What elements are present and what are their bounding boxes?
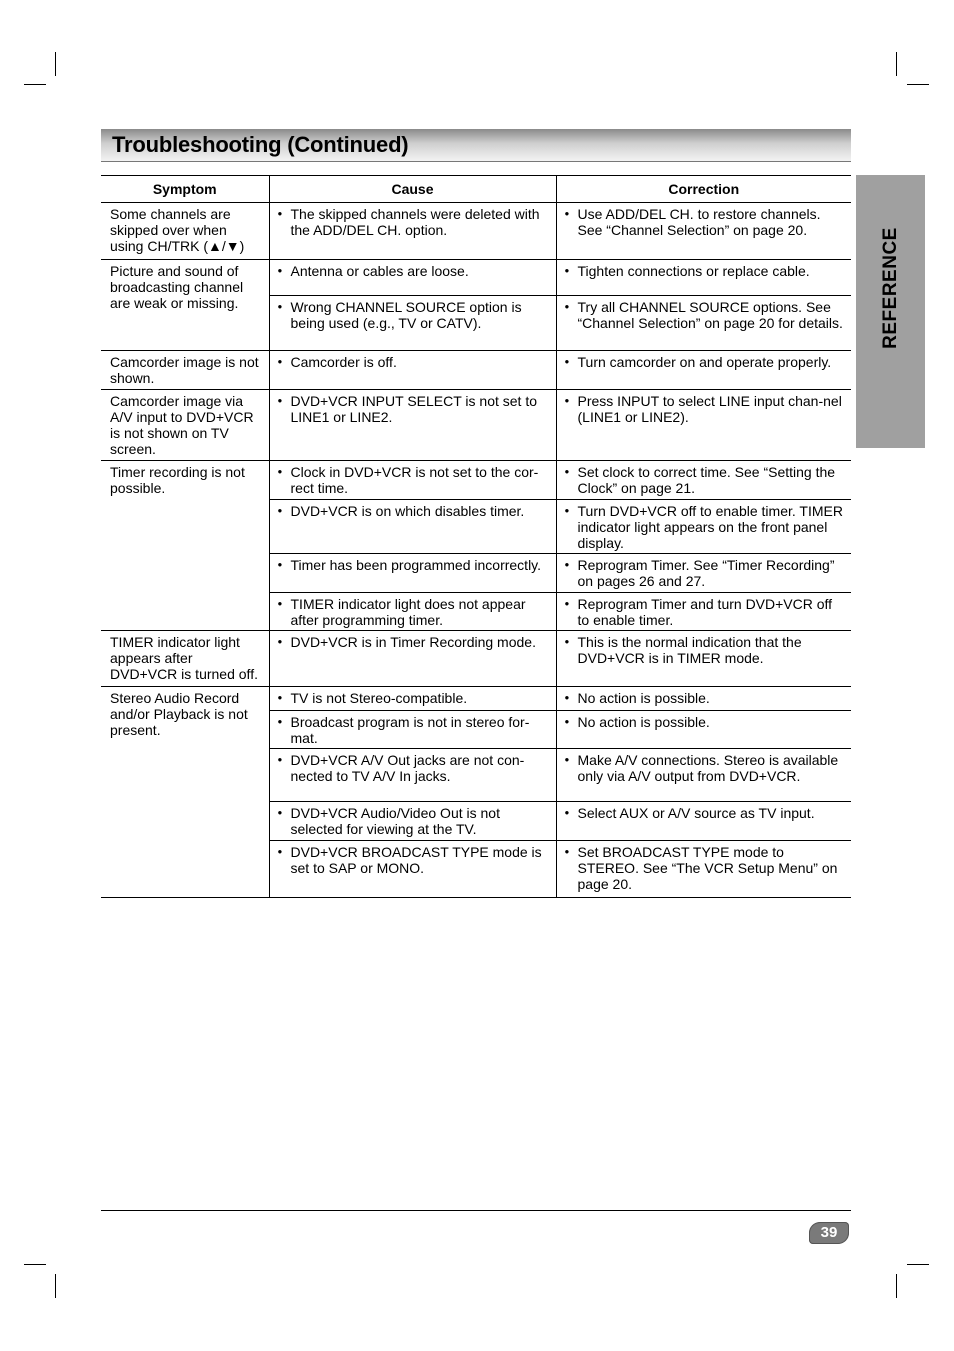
correction-cell: ● Try all CHANNEL SOURCE options. See “Channel Selection” on page 20 for details. bbox=[556, 296, 851, 351]
table-row bbox=[101, 351, 851, 390]
correction-cell: ● No action is possible. bbox=[556, 711, 851, 749]
cause-cell: ● TV is not Stereo-compatible. bbox=[269, 687, 556, 711]
symptom-cell: Camcorder image via A/V input to DVD+VCR is not shown on TV screen. bbox=[101, 390, 269, 461]
correction-cell: ● Reprogram Timer and turn DVD+VCR off to enable timer. bbox=[556, 593, 851, 631]
correction-cell: ● Press INPUT to select LINE input chan-nel (LINE1 or LINE2). bbox=[556, 390, 851, 461]
table-row bbox=[101, 390, 851, 461]
table-row bbox=[101, 260, 851, 296]
correction-cell: ● No action is possible. bbox=[556, 687, 851, 711]
cause-cell: ● DVD+VCR INPUT SELECT is not set to LINE1 or LINE2. bbox=[269, 390, 556, 461]
cause-cell: ● Camcorder is off. bbox=[269, 351, 556, 390]
cause-cell: ● Antenna or cables are loose. bbox=[269, 260, 556, 296]
column-header: Symptom bbox=[101, 176, 269, 203]
correction-cell: ● This is the normal indication that the DVD+VCR is in TIMER mode. bbox=[556, 631, 851, 687]
troubleshooting-table bbox=[101, 175, 851, 898]
crop-mark bbox=[907, 84, 929, 85]
symptom-cell: TIMER indicator light appears after DVD+VCR is turned off. bbox=[101, 631, 269, 687]
page-title-bar bbox=[101, 129, 851, 162]
crop-mark bbox=[896, 1274, 897, 1298]
table-header-row bbox=[101, 176, 851, 203]
cause-cell: ● Wrong CHANNEL SOURCE option is being used (e.g., TV or CATV). bbox=[269, 296, 556, 351]
cause-cell: ● DVD+VCR is on which disables timer. bbox=[269, 500, 556, 554]
table-row bbox=[101, 461, 851, 500]
cause-cell: ● TIMER indicator light does not appear after programming timer. bbox=[269, 593, 556, 631]
symptom-cell: Timer recording is not possible. bbox=[101, 461, 269, 631]
table-row bbox=[101, 203, 851, 260]
crop-mark bbox=[55, 52, 56, 76]
symptom-cell: Camcorder image is not shown. bbox=[101, 351, 269, 390]
correction-cell: ● Set clock to correct time. See “Setting the Clock” on page 21. bbox=[556, 461, 851, 500]
crop-mark bbox=[24, 84, 46, 85]
table-row bbox=[101, 631, 851, 687]
cause-cell: ● DVD+VCR A/V Out jacks are not con-nected to TV A/V In jacks. bbox=[269, 749, 556, 802]
correction-cell: ● Use ADD/DEL CH. to restore channels. See “Channel Selection” on page 20. bbox=[556, 203, 851, 260]
cause-cell: ● Timer has been programmed incorrectly. bbox=[269, 554, 556, 593]
cause-cell: ● DVD+VCR BROADCAST TYPE mode is set to SAP or MONO. bbox=[269, 841, 556, 898]
cause-cell: ● DVD+VCR is in Timer Recording mode. bbox=[269, 631, 556, 687]
section-tab-label: REFERENCE bbox=[879, 226, 901, 349]
cause-cell: ● Broadcast program is not in stereo for-mat. bbox=[269, 711, 556, 749]
footer-rule bbox=[101, 1210, 851, 1211]
correction-cell: ● Tighten connections or replace cable. bbox=[556, 260, 851, 296]
table-row bbox=[101, 687, 851, 711]
section-tab bbox=[856, 175, 925, 448]
symptom-cell: Picture and sound of broadcasting channel are weak or missing. bbox=[101, 260, 269, 351]
cause-cell: ● Clock in DVD+VCR is not set to the cor-rect time. bbox=[269, 461, 556, 500]
correction-cell: ● Set BROADCAST TYPE mode to STEREO. See “The VCR Setup Menu” on page 20. bbox=[556, 841, 851, 898]
page-title: Troubleshooting (Continued) bbox=[112, 132, 409, 157]
page-number-badge: 39 bbox=[809, 1222, 849, 1244]
column-header: Correction bbox=[556, 176, 851, 203]
correction-cell: ● Turn DVD+VCR off to enable timer. TIMER indicator light appears on the front panel display. bbox=[556, 500, 851, 554]
symptom-cell: Stereo Audio Record and/or Playback is not present. bbox=[101, 687, 269, 898]
cause-cell: ● The skipped channels were deleted with the ADD/DEL CH. option. bbox=[269, 203, 556, 260]
correction-cell: ● Make A/V connections. Stereo is available only via A/V output from DVD+VCR. bbox=[556, 749, 851, 802]
crop-mark bbox=[24, 1264, 46, 1265]
correction-cell: ● Turn camcorder on and operate properly. bbox=[556, 351, 851, 390]
crop-mark bbox=[907, 1264, 929, 1265]
cause-cell: ● DVD+VCR Audio/Video Out is not selected for viewing at the TV. bbox=[269, 802, 556, 841]
correction-cell: ● Select AUX or A/V source as TV input. bbox=[556, 802, 851, 841]
crop-mark bbox=[896, 52, 897, 76]
crop-mark bbox=[55, 1274, 56, 1298]
symptom-cell: Some channels are skipped over when using CH/TRK (▲/▼) bbox=[101, 203, 269, 260]
correction-cell: ● Reprogram Timer. See “Timer Recording” on pages 26 and 27. bbox=[556, 554, 851, 593]
column-header: Cause bbox=[269, 176, 556, 203]
